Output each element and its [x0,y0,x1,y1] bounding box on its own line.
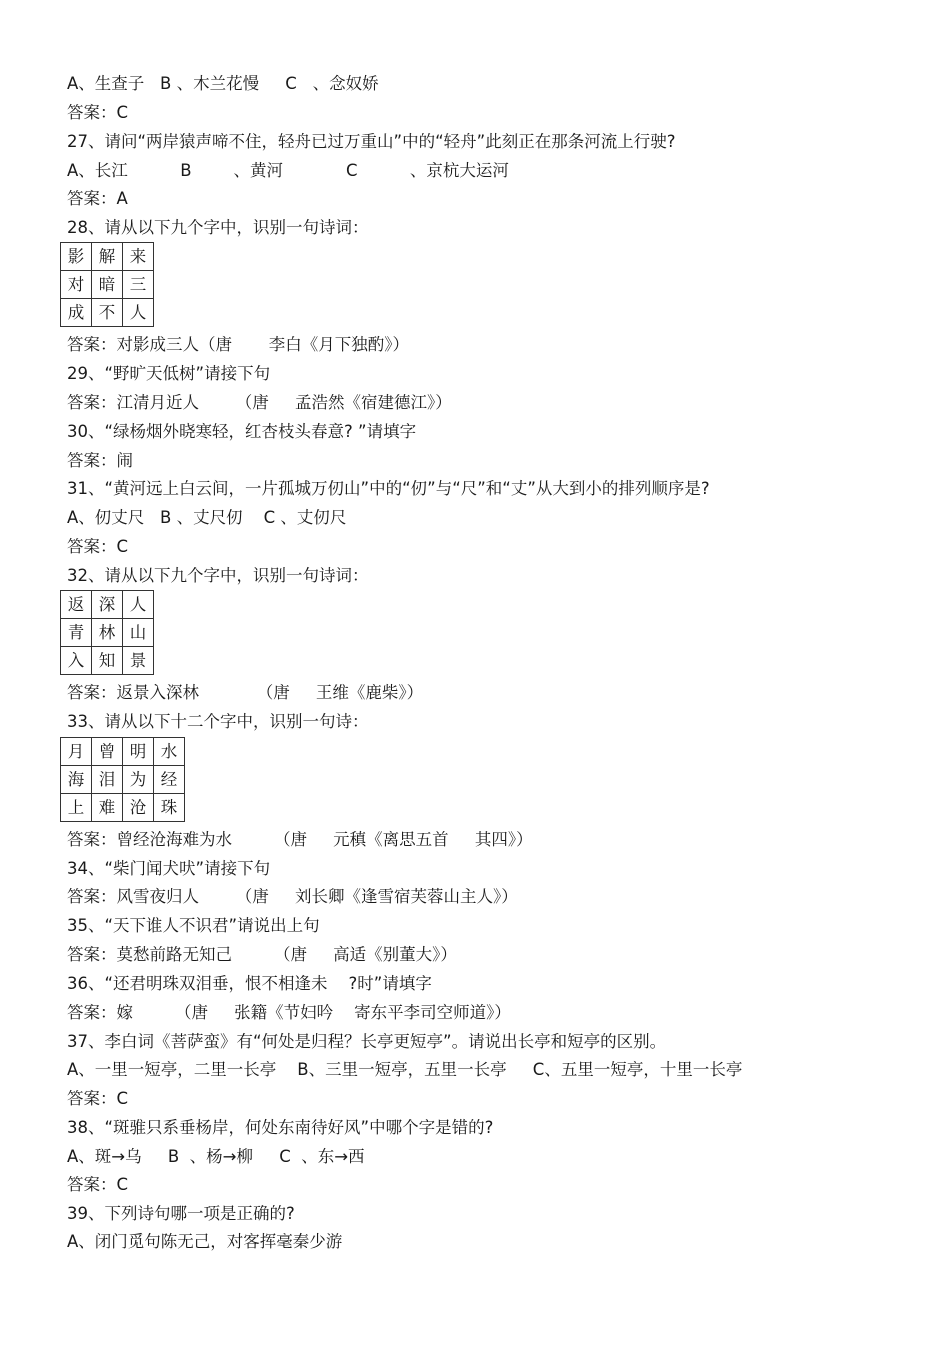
question-34: 34、“柴门闻犬吠”请接下句 [67,859,271,878]
text-line: 答案：C [67,1089,129,1108]
grid-cell: 对 [61,271,92,299]
text-line: 答案：嫁 （唐 张籍《节妇吟 寄东平李司空师道》） [67,1003,511,1022]
grid-cell: 月 [61,738,92,766]
text-line: 答案：对影成三人（唐 李白《月下独酌》） [67,335,409,354]
question-39: 39、下列诗句哪一项是正确的? [67,1204,295,1223]
text-line: 答案：闹 [67,451,133,470]
question-28: 28、请从以下九个字中，识别一句诗词： [67,218,369,237]
text-line: A、闭门觅句陈无己，对客挥毫秦少游 [67,1232,343,1251]
question-33: 33、请从以下十二个字中，识别一句诗： [67,712,369,731]
question-30: 30、“绿杨烟外晓寒轻，红杏枝头春意? ”请填字 [67,422,417,441]
grid-cell: 人 [123,299,154,327]
grid-cell: 明 [123,738,154,766]
grid-cell: 不 [92,299,123,327]
grid-cell: 海 [61,766,92,794]
grid-cell: 水 [154,738,185,766]
grid-cell: 解 [92,243,123,271]
text-line: 答案：返景入深林 （唐 王维《鹿柴》） [67,683,424,702]
grid-cell: 经 [154,766,185,794]
grid-cell: 上 [61,794,92,822]
grid-cell: 曾 [92,738,123,766]
character-grid-33 [60,737,185,822]
question-27: 27、请问“两岸猿声啼不住，轻舟已过万重山”中的“轻舟”此刻正在那条河流上行驶? [67,132,676,151]
grid-cell: 林 [92,619,123,647]
text-line: A、生查子 B 、木兰花慢 C 、念奴娇 [67,74,379,93]
grid-cell: 景 [123,647,154,675]
grid-cell: 暗 [92,271,123,299]
grid-cell: 珠 [154,794,185,822]
question-38: 38、“斑骓只系垂杨岸，何处东南待好风”中哪个字是错的? [67,1118,494,1137]
grid-cell: 深 [92,591,123,619]
grid-cell: 入 [61,647,92,675]
grid-cell: 返 [61,591,92,619]
question-35: 35、“天下谁人不识君”请说出上句 [67,916,320,935]
text-line: 答案：A [67,189,128,208]
question-36: 36、“还君明珠双泪垂，恨不相逢未 ?时”请填字 [67,974,432,993]
text-line: 答案：C [67,103,129,122]
grid-cell: 来 [123,243,154,271]
grid-cell: 青 [61,619,92,647]
grid-cell: 知 [92,647,123,675]
text-line: 答案：曾经沧海难为水 （唐 元稹《离思五首 其四》） [67,830,533,849]
grid-cell: 成 [61,299,92,327]
question-32: 32、请从以下九个字中，识别一句诗词： [67,566,369,585]
text-line: A、长江 B 、黄河 C 、京杭大运河 [67,161,509,180]
character-grid-28 [60,242,154,327]
grid-cell: 山 [123,619,154,647]
grid-cell: 影 [61,243,92,271]
text-line: 答案：C [67,1175,129,1194]
text-line: 答案：C [67,537,129,556]
question-31: 31、“黄河远上白云间，一片孤城万仞山”中的“仞”与“尺”和“丈”从大到小的排列顺序是? [67,479,710,498]
grid-cell: 难 [92,794,123,822]
text-line: 答案：莫愁前路无知己 （唐 高适《别董大》） [67,945,457,964]
grid-cell: 三 [123,271,154,299]
text-line: A、一里一短亭，二里一长亭 B、三里一短亭，五里一长亭 C、五里一短亭，十里一长亭 [67,1060,743,1079]
text-line: 答案：风雪夜归人 （唐 刘长卿《逢雪宿芙蓉山主人》） [67,887,518,906]
question-29: 29、“野旷天低树”请接下句 [67,364,271,383]
grid-cell: 为 [123,766,154,794]
grid-cell: 人 [123,591,154,619]
grid-cell: 泪 [92,766,123,794]
grid-cell: 沧 [123,794,154,822]
text-line: A、仞丈尺 B 、丈尺仞 C 、丈仞尺 [67,508,347,527]
character-grid-32 [60,590,154,675]
question-37: 37、李白词《菩萨蛮》有“何处是归程？长亭更短亭”。请说出长亭和短亭的区别。 [67,1032,667,1051]
text-line: 答案：江清月近人 （唐 孟浩然《宿建德江》） [67,393,452,412]
text-line: A、斑→乌 B 、杨→柳 C 、东→西 [67,1147,365,1166]
